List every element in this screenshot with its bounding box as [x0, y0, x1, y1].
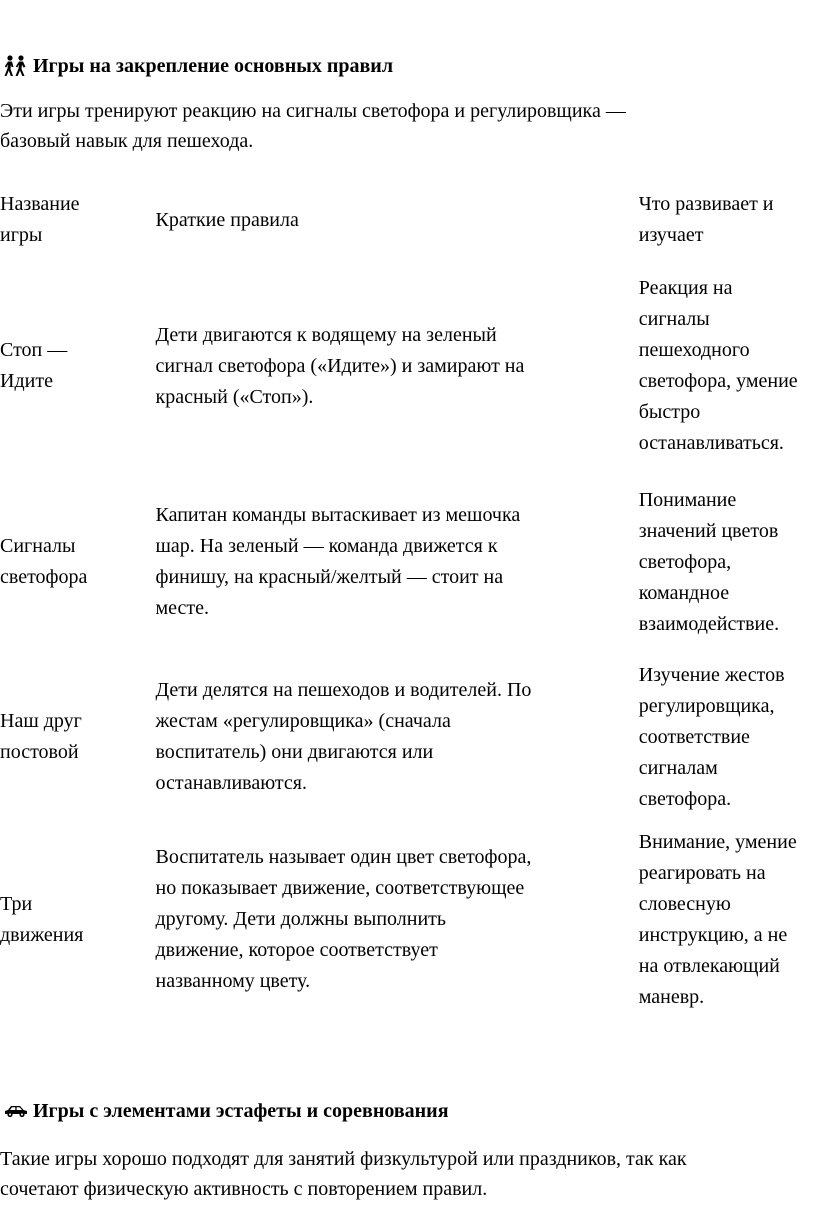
table-row: [0, 822, 816, 1017]
header-rules: Краткие правила: [155, 208, 299, 231]
game-name: Сигналы светофора: [0, 535, 88, 588]
game-rules: Дети делятся на пешеходов и водителей. По жестам «регулировщика» (сначала воспитатель) они двигаются или останавливаются.: [155, 679, 532, 794]
intro-line: базовый навык для пешехода.: [0, 130, 254, 152]
game-name: Три движения: [0, 892, 84, 946]
games-table: [0, 180, 816, 1017]
game-rules: Дети двигаются к водящему на зеленый сигнал светофора («Идите») и замирают на красный («Стоп»).: [155, 323, 525, 408]
game-name: Стоп — Идите: [0, 339, 68, 392]
game-develops: Реакция на сигналы пешеходного светофора, умение быстро останавливаться.: [638, 277, 798, 454]
game-name: Наш друг постовой: [0, 710, 82, 763]
header-develops: Что развивает и изучает: [638, 193, 774, 246]
game-develops: Внимание, умение реагировать на словесную инструкцию, а не на отвлекающий маневр.: [638, 830, 797, 1008]
section-title: Игры с элементами эстафеты и соревнования: [33, 1100, 449, 1122]
intro-line: Такие игры хорошо подходят для занятий физкультурой или праздников, так как: [0, 1148, 687, 1170]
intro-line: Эти игры тренируют реакцию на сигналы светофора и регулировщика —: [0, 100, 626, 122]
section-title: Игры на закрепление основных правил: [33, 55, 394, 77]
section-intro: [0, 1144, 816, 1204]
game-rules: Капитан команды вытаскивает из мешочка шар. На зеленый — команда движется к финишу, на красный/желтый — стоит на месте.: [155, 504, 521, 619]
intro-line: сочетают физическую активность с повторением правил.: [0, 1178, 488, 1200]
pedestrians-icon: [3, 55, 29, 77]
car-icon: [3, 1100, 29, 1122]
table-row: [0, 652, 816, 822]
game-develops: Изучение жестов регулировщика, соответствие сигналам светофора.: [638, 663, 785, 810]
table-row: [0, 472, 816, 652]
header-name: Название игры: [0, 193, 80, 246]
section-heading-relay-games: [3, 1097, 449, 1125]
game-rules: Воспитатель называет один цвет светофора, но показывает движение, соответствующее другому. Дети должны выполнить движение, которое соответствует названному цвету.: [155, 846, 532, 992]
section-heading-rules-games: [3, 52, 393, 80]
section-intro: [0, 96, 800, 156]
game-develops: Понимание значений цветов светофора, командное взаимодействие.: [638, 488, 780, 635]
table-header-row: [0, 180, 816, 260]
table-row: [0, 260, 816, 472]
